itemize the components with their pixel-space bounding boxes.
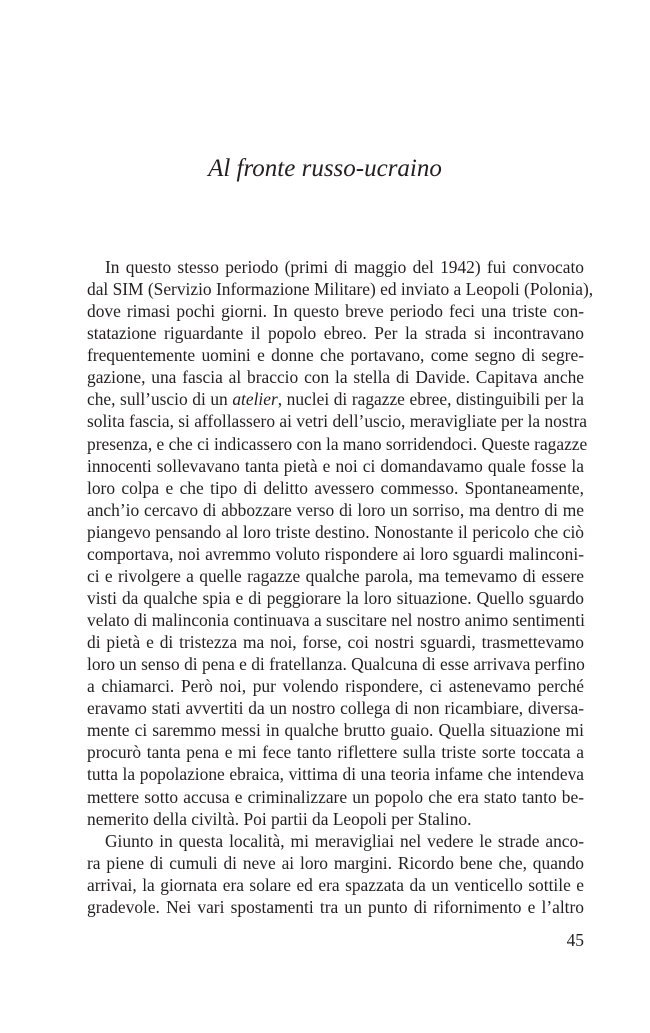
text-line: ra piene di cumuli di neve ai loro margini. Ricordo bene che, quando bbox=[87, 852, 584, 873]
text-line: gazione, una fascia al braccio con la stella di Davide. Capitava anche bbox=[87, 367, 584, 388]
text-line: statazione riguardante il popolo ebreo. Per la strada si incontravano bbox=[87, 323, 584, 344]
text-line: dove rimasi pochi giorni. In questo breve periodo feci una triste con- bbox=[87, 301, 584, 322]
text-line: presenza, e che ci indicassero con la mano sorridendoci. Queste ragazze bbox=[87, 433, 588, 454]
text-line: visti da qualche spia e di peggiorare la loro situazione. Quello sguardo bbox=[87, 587, 584, 608]
text-line: tutta la popolazione ebraica, vittima di una teoria infame che intendeva bbox=[87, 764, 584, 785]
text-line: procurò tanta pena e mi fece tanto riflettere sulla triste sorte toccata a bbox=[87, 742, 584, 763]
text-line: frequentemente uomini e donne che portavano, come segno di segre- bbox=[87, 345, 584, 366]
text-line: dal SIM (Servizio Informazione Militare) ed inviato a Leopoli (Polonia), bbox=[87, 279, 594, 300]
text-line: a chiamarci. Però noi, pur volendo rispondere, ci astenevamo perché bbox=[87, 676, 584, 697]
text-line: eravamo stati avvertiti da un nostro collega di non ricambiare, diversa- bbox=[87, 698, 584, 719]
text-line: nemerito della civiltà. Poi partii da Leopoli per Stalino. bbox=[87, 808, 472, 829]
text-line: ci e rivolgere a quelle ragazze qualche parola, ma temevamo di essere bbox=[87, 565, 584, 586]
chapter-title: Al fronte russo-ucraino bbox=[208, 155, 442, 182]
text-line bbox=[87, 388, 584, 410]
text-line: mettere sotto accusa e criminalizzare un popolo che era stato tanto be- bbox=[87, 786, 584, 807]
text-line: di pietà e di tristezza ma noi, forse, coi nostri sguardi, trasmettevamo bbox=[87, 632, 584, 653]
text-segment: che, sull’uscio di un bbox=[87, 389, 233, 410]
text-line: anch’io cercavo di abbozzare verso di loro un sorriso, ma dentro di me bbox=[87, 499, 584, 520]
text-line: velato di malinconia continuava a suscitare nel nostro animo sentimenti bbox=[87, 610, 585, 630]
page-number: 45 bbox=[566, 930, 584, 950]
text-line: In questo stesso periodo (primi di maggio del 1942) fui convocato bbox=[105, 257, 584, 277]
text-line: solita fascia, si affollassero ai vetri dell’uscio, meravigliate per la nostra bbox=[87, 411, 587, 432]
text-line: Giunto in questa località, mi meravigliai nel vedere le strade anco- bbox=[105, 830, 584, 851]
text-line: gradevole. Nei vari spostamenti tra un punto di rifornimento e l’altro bbox=[87, 896, 584, 917]
text-line: piangevo pensando al loro triste destino. Nonostante il pericolo che ciò bbox=[87, 521, 584, 542]
text-line: loro un senso di pena e di fratellanza. Qualcuna di esse arrivava perfino bbox=[87, 654, 585, 675]
body-text bbox=[87, 256, 594, 918]
text-line: comportava, noi avremmo voluto rispondere ai loro sguardi malinconi- bbox=[87, 543, 584, 564]
text-segment: , nuclei di ragazze ebree, distinguibili per la bbox=[277, 389, 584, 410]
italic-word: atelier bbox=[232, 389, 278, 410]
text-line: mente ci saremmo messi in qualche brutto guaio. Quella situazione mi bbox=[87, 720, 584, 741]
text-line: loro colpa e che tipo di delitto avessero commesso. Spontaneamente, bbox=[87, 477, 584, 498]
text-line: arrivai, la giornata era solare ed era spazzata da un venticello sottile e bbox=[87, 874, 584, 895]
text-line: innocenti sollevavano tanta pietà e noi ci domandavamo quale fosse la bbox=[87, 455, 584, 476]
